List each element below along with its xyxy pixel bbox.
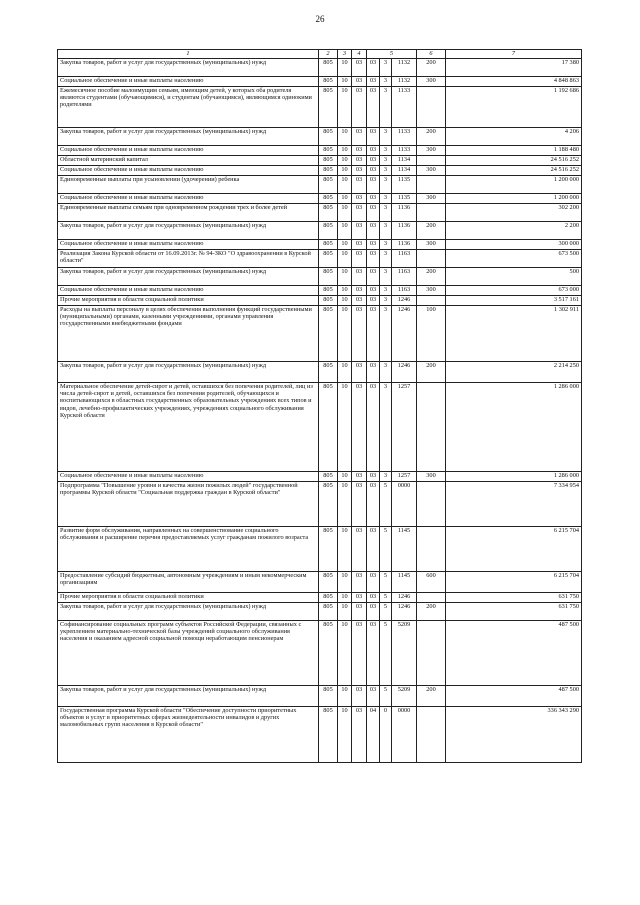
- row-program-code: 03: [367, 204, 380, 222]
- row-subprogram-code: 3: [380, 77, 392, 87]
- row-direction-code: 5209: [392, 621, 417, 686]
- row-section-code: 10: [338, 204, 352, 222]
- row-expense-type: [417, 621, 446, 686]
- row-ministry-code: 805: [319, 59, 338, 77]
- table-row: [58, 156, 582, 166]
- row-name: Единовременные выплаты семьям при одновременном рождении трех и более детей: [58, 204, 319, 222]
- table-row: [58, 593, 582, 603]
- row-subsection-code: 03: [352, 204, 367, 222]
- header-col-4: 4: [352, 50, 367, 59]
- row-section-code: 10: [338, 707, 352, 763]
- row-subsection-code: 03: [352, 268, 367, 286]
- row-expense-type: 300: [417, 286, 446, 296]
- row-ministry-code: 805: [319, 268, 338, 286]
- row-ministry-code: 805: [319, 306, 338, 362]
- row-name: Социальное обеспечение и иные выплаты населению: [58, 240, 319, 250]
- table-row: [58, 603, 582, 621]
- row-section-code: 10: [338, 176, 352, 194]
- row-ministry-code: 805: [319, 572, 338, 593]
- row-name: Реализация Закона Курской области от 16.09.2013г. № 94-ЗКО "О здравоохранении в Курской области": [58, 250, 319, 268]
- row-subsection-code: 03: [352, 603, 367, 621]
- row-section-code: 10: [338, 383, 352, 472]
- row-subprogram-code: 3: [380, 296, 392, 306]
- row-name: Социальное обеспечение и иные выплаты населению: [58, 166, 319, 176]
- row-amount: 7 334 954: [446, 482, 582, 527]
- row-amount: 336 343 290: [446, 707, 582, 763]
- row-amount: 631 750: [446, 593, 582, 603]
- row-expense-type: 200: [417, 686, 446, 707]
- row-subsection-code: 03: [352, 250, 367, 268]
- row-subprogram-code: 3: [380, 306, 392, 362]
- row-program-code: 03: [367, 77, 380, 87]
- row-subprogram-code: 5: [380, 527, 392, 572]
- row-program-code: 03: [367, 621, 380, 686]
- header-col-7: 7: [446, 50, 582, 59]
- row-expense-type: 200: [417, 603, 446, 621]
- row-subprogram-code: 3: [380, 166, 392, 176]
- row-direction-code: 1246: [392, 306, 417, 362]
- row-direction-code: 1257: [392, 383, 417, 472]
- row-direction-code: 1133: [392, 87, 417, 128]
- row-program-code: 03: [367, 176, 380, 194]
- row-subprogram-code: 5: [380, 482, 392, 527]
- row-program-code: 03: [367, 383, 380, 472]
- row-program-code: 03: [367, 362, 380, 383]
- row-program-code: 03: [367, 593, 380, 603]
- table-row: [58, 527, 582, 572]
- row-name: Прочие мероприятия в области социальной политики: [58, 593, 319, 603]
- row-ministry-code: 805: [319, 156, 338, 166]
- row-expense-type: 300: [417, 77, 446, 87]
- row-ministry-code: 805: [319, 166, 338, 176]
- row-subsection-code: 03: [352, 306, 367, 362]
- row-section-code: 10: [338, 306, 352, 362]
- table-row: [58, 286, 582, 296]
- row-direction-code: 1136: [392, 240, 417, 250]
- row-subsection-code: 03: [352, 59, 367, 77]
- row-subsection-code: 03: [352, 362, 367, 383]
- row-program-code: 03: [367, 572, 380, 593]
- row-subsection-code: 03: [352, 240, 367, 250]
- row-ministry-code: 805: [319, 250, 338, 268]
- row-section-code: 10: [338, 59, 352, 77]
- row-expense-type: [417, 176, 446, 194]
- row-expense-type: 300: [417, 146, 446, 156]
- row-subsection-code: 03: [352, 383, 367, 472]
- table-row: [58, 482, 582, 527]
- row-subprogram-code: 5: [380, 603, 392, 621]
- row-subsection-code: 03: [352, 146, 367, 156]
- row-section-code: 10: [338, 87, 352, 128]
- row-expense-type: [417, 87, 446, 128]
- row-subsection-code: 03: [352, 176, 367, 194]
- row-expense-type: 100: [417, 306, 446, 362]
- row-expense-type: 600: [417, 572, 446, 593]
- row-expense-type: [417, 482, 446, 527]
- table-row: [58, 204, 582, 222]
- row-program-code: 03: [367, 128, 380, 146]
- row-ministry-code: 805: [319, 296, 338, 306]
- row-program-code: 03: [367, 268, 380, 286]
- row-ministry-code: 805: [319, 383, 338, 472]
- row-section-code: 10: [338, 268, 352, 286]
- row-section-code: 10: [338, 482, 352, 527]
- row-expense-type: 200: [417, 268, 446, 286]
- page-number: 26: [315, 14, 325, 24]
- row-ministry-code: 805: [319, 204, 338, 222]
- row-direction-code: 1246: [392, 296, 417, 306]
- row-subsection-code: 03: [352, 472, 367, 482]
- row-expense-type: 200: [417, 362, 446, 383]
- row-ministry-code: 805: [319, 87, 338, 128]
- row-name: Закупка товаров, работ и услуг для государственных (муниципальных) нужд: [58, 268, 319, 286]
- header-row: [58, 50, 582, 59]
- row-subprogram-code: 3: [380, 128, 392, 146]
- table-row: [58, 250, 582, 268]
- row-name: Закупка товаров, работ и услуг для государственных (муниципальных) нужд: [58, 603, 319, 621]
- row-direction-code: 1132: [392, 77, 417, 87]
- row-subsection-code: 03: [352, 128, 367, 146]
- row-ministry-code: 805: [319, 176, 338, 194]
- row-expense-type: 200: [417, 59, 446, 77]
- row-subprogram-code: 3: [380, 176, 392, 194]
- row-direction-code: 1257: [392, 472, 417, 482]
- row-section-code: 10: [338, 194, 352, 204]
- row-amount: 6 215 704: [446, 572, 582, 593]
- table-row: [58, 59, 582, 77]
- table-row: [58, 268, 582, 286]
- row-section-code: 10: [338, 77, 352, 87]
- table-row: [58, 194, 582, 204]
- row-ministry-code: 805: [319, 593, 338, 603]
- row-name: Расходы на выплаты персоналу в целях обеспечения выполнения функций государственными (муниципальными) органами, казенными учреждениями, органами управления государственными внебюджетными фондами: [58, 306, 319, 362]
- row-program-code: 03: [367, 686, 380, 707]
- row-expense-type: 300: [417, 194, 446, 204]
- row-direction-code: 1246: [392, 362, 417, 383]
- row-name: Материальное обеспечение детей-сирот и детей, оставшихся без попечения родителей, лиц из числа детей-сирот и детей, оставшихся без попечения родителей, обучающихся и воспитывающихся в областных государственных образовательных учреждениях всех типов и видов, лечебно-профилактических учреждениях, учреждениях социального обслуживания Курской области: [58, 383, 319, 472]
- header-col-6: 6: [417, 50, 446, 59]
- row-direction-code: 0000: [392, 707, 417, 763]
- table-row: [58, 222, 582, 240]
- row-subprogram-code: 3: [380, 362, 392, 383]
- table-row: [58, 128, 582, 146]
- row-subsection-code: 03: [352, 87, 367, 128]
- row-ministry-code: 805: [319, 362, 338, 383]
- row-section-code: 10: [338, 250, 352, 268]
- budget-table: [57, 49, 582, 763]
- row-amount: 24 516 252: [446, 166, 582, 176]
- row-name: Прочие мероприятия в области социальной политики: [58, 296, 319, 306]
- row-expense-type: 300: [417, 472, 446, 482]
- row-amount: 17 380: [446, 59, 582, 77]
- row-name: Закупка товаров, работ и услуг для государственных (муниципальных) нужд: [58, 222, 319, 240]
- row-subprogram-code: 3: [380, 59, 392, 77]
- row-program-code: 03: [367, 240, 380, 250]
- row-expense-type: [417, 383, 446, 472]
- row-subsection-code: 03: [352, 194, 367, 204]
- row-direction-code: 1135: [392, 194, 417, 204]
- row-name: Социальное обеспечение и иные выплаты населению: [58, 286, 319, 296]
- row-amount: 673 500: [446, 250, 582, 268]
- row-subsection-code: 03: [352, 482, 367, 527]
- table-row: [58, 362, 582, 383]
- row-amount: 1 200 000: [446, 176, 582, 194]
- row-amount: 1 188 480: [446, 146, 582, 156]
- row-direction-code: 1133: [392, 146, 417, 156]
- row-ministry-code: 805: [319, 686, 338, 707]
- table-row: [58, 240, 582, 250]
- row-program-code: 03: [367, 472, 380, 482]
- row-expense-type: 200: [417, 128, 446, 146]
- row-direction-code: 1136: [392, 222, 417, 240]
- header-col-1: 1: [58, 50, 319, 59]
- row-subprogram-code: 0: [380, 707, 392, 763]
- row-section-code: 10: [338, 593, 352, 603]
- row-subprogram-code: 3: [380, 383, 392, 472]
- table-row: [58, 707, 582, 763]
- row-subsection-code: 03: [352, 296, 367, 306]
- row-ministry-code: 805: [319, 194, 338, 204]
- table-row: [58, 572, 582, 593]
- table-row: [58, 383, 582, 472]
- row-amount: 2 200: [446, 222, 582, 240]
- row-expense-type: [417, 204, 446, 222]
- row-program-code: 03: [367, 250, 380, 268]
- row-name: Предоставление субсидий бюджетным, автономным учреждениям и иным некоммерческим организациям: [58, 572, 319, 593]
- row-subprogram-code: 3: [380, 472, 392, 482]
- table-row: [58, 146, 582, 156]
- row-name: Областной материнский капитал: [58, 156, 319, 166]
- row-expense-type: [417, 593, 446, 603]
- row-subsection-code: 03: [352, 166, 367, 176]
- header-col-3: 3: [338, 50, 352, 59]
- table-row: [58, 87, 582, 128]
- row-section-code: 10: [338, 156, 352, 166]
- row-amount: 6 215 704: [446, 527, 582, 572]
- row-name: Единовременные выплаты при усыновлении (удочерении) ребенка: [58, 176, 319, 194]
- row-section-code: 10: [338, 166, 352, 176]
- row-direction-code: 1246: [392, 593, 417, 603]
- row-amount: 487 500: [446, 686, 582, 707]
- row-section-code: 10: [338, 296, 352, 306]
- row-section-code: 10: [338, 472, 352, 482]
- row-program-code: 03: [367, 306, 380, 362]
- row-amount: 500: [446, 268, 582, 286]
- row-direction-code: 1163: [392, 250, 417, 268]
- row-subsection-code: 03: [352, 156, 367, 166]
- row-program-code: 03: [367, 296, 380, 306]
- row-section-code: 10: [338, 686, 352, 707]
- row-name: Закупка товаров, работ и услуг для государственных (муниципальных) нужд: [58, 686, 319, 707]
- row-direction-code: 1145: [392, 527, 417, 572]
- table-row: [58, 166, 582, 176]
- row-amount: 4 848 863: [446, 77, 582, 87]
- row-program-code: 03: [367, 286, 380, 296]
- row-amount: 3 517 161: [446, 296, 582, 306]
- row-ministry-code: 805: [319, 482, 338, 527]
- row-name: Развитие форм обслуживания, направленных на совершенствование социального обслуживания и расширение перечня предоставляемых услуг гражданам пожилого возраста: [58, 527, 319, 572]
- row-expense-type: [417, 527, 446, 572]
- row-direction-code: 1163: [392, 286, 417, 296]
- row-amount: 1 302 911: [446, 306, 582, 362]
- row-subsection-code: 03: [352, 707, 367, 763]
- row-name: Ежемесячное пособие малоимущим семьям, имеющим детей, у которых оба родителя являются студентами (обучающимися), и студентам (обучающимся), являющимся одинокими родителями: [58, 87, 319, 128]
- row-subsection-code: 03: [352, 593, 367, 603]
- row-section-code: 10: [338, 527, 352, 572]
- header-col-5: 5: [367, 50, 417, 59]
- row-subsection-code: 03: [352, 222, 367, 240]
- row-direction-code: 1135: [392, 176, 417, 194]
- row-direction-code: 5209: [392, 686, 417, 707]
- row-section-code: 10: [338, 222, 352, 240]
- row-name: Закупка товаров, работ и услуг для государственных (муниципальных) нужд: [58, 362, 319, 383]
- row-subprogram-code: 5: [380, 621, 392, 686]
- row-name: Подпрограмма "Повышение уровня и качества жизни пожилых людей" государственной программы Курской области "Социальная поддержка граждан в Курской области": [58, 482, 319, 527]
- row-section-code: 10: [338, 128, 352, 146]
- row-amount: 4 206: [446, 128, 582, 146]
- row-program-code: 03: [367, 527, 380, 572]
- row-section-code: 10: [338, 240, 352, 250]
- row-section-code: 10: [338, 572, 352, 593]
- row-amount: 24 516 252: [446, 156, 582, 166]
- row-direction-code: 1133: [392, 128, 417, 146]
- row-name: Социальное обеспечение и иные выплаты населению: [58, 77, 319, 87]
- table-row: [58, 77, 582, 87]
- row-direction-code: 1132: [392, 59, 417, 77]
- row-ministry-code: 805: [319, 472, 338, 482]
- row-subprogram-code: 3: [380, 156, 392, 166]
- row-direction-code: 1134: [392, 166, 417, 176]
- row-program-code: 03: [367, 156, 380, 166]
- row-amount: 1 286 000: [446, 383, 582, 472]
- header-col-2: 2: [319, 50, 338, 59]
- row-subprogram-code: 5: [380, 593, 392, 603]
- row-program-code: 03: [367, 482, 380, 527]
- row-program-code: 03: [367, 146, 380, 156]
- row-expense-type: 300: [417, 240, 446, 250]
- row-program-code: 04: [367, 707, 380, 763]
- row-subsection-code: 03: [352, 621, 367, 686]
- row-section-code: 10: [338, 621, 352, 686]
- row-subsection-code: 03: [352, 527, 367, 572]
- row-ministry-code: 805: [319, 527, 338, 572]
- table-row: [58, 621, 582, 686]
- row-expense-type: [417, 296, 446, 306]
- row-subprogram-code: 3: [380, 194, 392, 204]
- row-subsection-code: 03: [352, 686, 367, 707]
- table-body: [58, 59, 582, 763]
- row-ministry-code: 805: [319, 240, 338, 250]
- row-subprogram-code: 3: [380, 204, 392, 222]
- row-ministry-code: 805: [319, 603, 338, 621]
- row-ministry-code: 805: [319, 621, 338, 686]
- row-direction-code: 1145: [392, 572, 417, 593]
- row-section-code: 10: [338, 362, 352, 383]
- row-subprogram-code: 5: [380, 572, 392, 593]
- row-subprogram-code: 3: [380, 268, 392, 286]
- row-name: Закупка товаров, работ и услуг для государственных (муниципальных) нужд: [58, 128, 319, 146]
- row-subprogram-code: 3: [380, 240, 392, 250]
- row-subprogram-code: 3: [380, 146, 392, 156]
- row-ministry-code: 805: [319, 146, 338, 156]
- row-subprogram-code: 5: [380, 686, 392, 707]
- row-direction-code: 1136: [392, 204, 417, 222]
- row-expense-type: [417, 156, 446, 166]
- row-subsection-code: 03: [352, 572, 367, 593]
- table-row: [58, 176, 582, 194]
- row-subprogram-code: 3: [380, 286, 392, 296]
- row-program-code: 03: [367, 194, 380, 204]
- row-amount: 1 192 686: [446, 87, 582, 128]
- row-program-code: 03: [367, 222, 380, 240]
- row-section-code: 10: [338, 603, 352, 621]
- row-ministry-code: 805: [319, 222, 338, 240]
- row-name: Социальное обеспечение и иные выплаты населению: [58, 146, 319, 156]
- row-ministry-code: 805: [319, 128, 338, 146]
- row-program-code: 03: [367, 166, 380, 176]
- row-direction-code: 1163: [392, 268, 417, 286]
- row-program-code: 03: [367, 603, 380, 621]
- row-subprogram-code: 3: [380, 222, 392, 240]
- row-expense-type: [417, 707, 446, 763]
- row-ministry-code: 805: [319, 707, 338, 763]
- row-section-code: 10: [338, 146, 352, 156]
- row-expense-type: [417, 250, 446, 268]
- row-program-code: 03: [367, 59, 380, 77]
- row-amount: 1 286 000: [446, 472, 582, 482]
- row-amount: 300 000: [446, 240, 582, 250]
- row-amount: 1 200 000: [446, 194, 582, 204]
- row-direction-code: 0000: [392, 482, 417, 527]
- row-name: Социальное обеспечение и иные выплаты населению: [58, 472, 319, 482]
- row-direction-code: 1134: [392, 156, 417, 166]
- table-row: [58, 472, 582, 482]
- table-row: [58, 686, 582, 707]
- row-amount: 302 200: [446, 204, 582, 222]
- row-program-code: 03: [367, 87, 380, 128]
- row-amount: 673 000: [446, 286, 582, 296]
- row-amount: 487 500: [446, 621, 582, 686]
- row-expense-type: 300: [417, 166, 446, 176]
- row-subprogram-code: 3: [380, 87, 392, 128]
- row-name: Социальное обеспечение и иные выплаты населению: [58, 194, 319, 204]
- row-expense-type: 200: [417, 222, 446, 240]
- table-row: [58, 296, 582, 306]
- row-ministry-code: 805: [319, 77, 338, 87]
- row-section-code: 10: [338, 286, 352, 296]
- row-subprogram-code: 3: [380, 250, 392, 268]
- row-subsection-code: 03: [352, 77, 367, 87]
- row-name: Софинансирование социальных программ субъектов Российской Федерации, связанных с укреплением материально-технической базы учреждений социального обслуживания населения и оказанием адресной социальной помощи неработающим пенсионерам: [58, 621, 319, 686]
- table-row: [58, 306, 582, 362]
- row-amount: 2 214 250: [446, 362, 582, 383]
- row-direction-code: 1246: [392, 603, 417, 621]
- row-ministry-code: 805: [319, 286, 338, 296]
- row-name: Закупка товаров, работ и услуг для государственных (муниципальных) нужд: [58, 59, 319, 77]
- row-subsection-code: 03: [352, 286, 367, 296]
- row-name: Государственная программа Курской области "Обеспечение доступности приоритетных объектов и услуг в приоритетных сферах жизнедеятельности инвалидов и других маломобильных групп населения в Курской области": [58, 707, 319, 763]
- row-amount: 631 750: [446, 603, 582, 621]
